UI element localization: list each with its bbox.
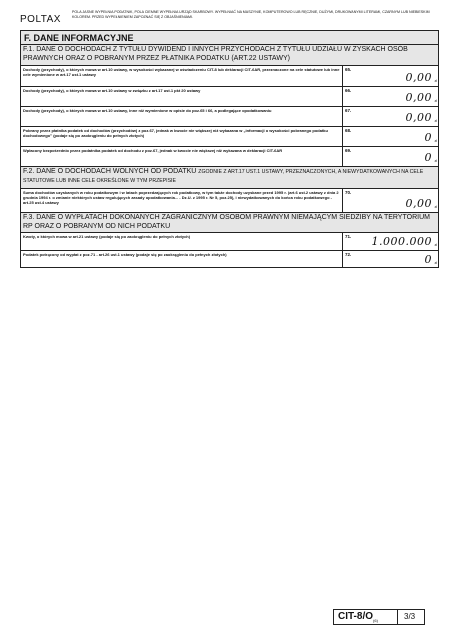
form-section-f — [20, 30, 439, 268]
row-unit: zł — [434, 139, 437, 143]
form-row-68[interactable] — [21, 127, 438, 147]
row-number: 70. — [345, 190, 352, 195]
row-number: 69. — [345, 148, 352, 153]
subsection-f2-note: ZGODNIE Z ART.17 UST.1 USTAWY, PRZEZNACZONYCH, A NIEWYDATKOWANYCH NA CELE STATUTOWE LUB INNE CELE OKREŚLONE W TYM PRZEPISIE — [23, 169, 424, 184]
row-unit: zł — [434, 261, 437, 265]
row-number: 68. — [345, 128, 352, 133]
form-code — [334, 610, 398, 624]
row-description: Suma dochodów uzyskanych w roku podatkowym i w latach poprzedzających rok podatkowy, w tym także dochody uzyskane przed 1995 r. (art.6 ust.2 ustawy z dnia 2 grudnia 1994 r. o zmianie niektórych ustaw regulujących zasady opodatkowania... - Dz.U. z 1995 r. Nr 5, poz.25), i niewydatkowanych do końca roku podatkowego - art.25 ust.4 ustawy — [21, 189, 343, 212]
form-row-67[interactable] — [21, 107, 438, 127]
row-value[interactable]: 0,00 — [405, 91, 432, 104]
row-description: Dochody (przychody), o których mowa w art.10 ustawy, w wysokości wykazanej w oświadczeniu CIT-8 lub deklaracji CIT-6AR, przeznaczone na cele statutowe lub inne cele wymienione w art.17 ust.1 ustawy — [21, 66, 343, 86]
row-value[interactable]: 0 — [424, 131, 432, 144]
form-row-70[interactable] — [21, 189, 438, 213]
row-value[interactable]: 1.000.000 — [371, 235, 432, 248]
row-number: 67. — [345, 108, 352, 113]
row-unit: zł — [434, 99, 437, 103]
instructions-note: POLA JASNE WYPEŁNIA PODATNIK, POLA CIEMNE WYPEŁNIA URZĄD SKARBOWY. WYPEŁNIAĆ NA MASZYNIE, KOMPUTEROWO LUB RĘCZNIE, DUŻYMI, DRUKOWANYMI LITERAMI, CZARNYM LUB NIEBIESKIM KOLOREM. PRZED WYPEŁNIENIEM ZAPOZNAĆ SIĘ Z OBJAŚNIENIAMI. — [72, 10, 430, 19]
row-number: 72. — [345, 252, 352, 257]
form-row-72[interactable] — [21, 251, 438, 268]
row-value[interactable]: 0 — [424, 151, 432, 164]
row-value[interactable]: 0,00 — [405, 197, 432, 210]
subsection-f2-title: F.2. DANE O DOCHODACH WOLNYCH OD PODATKU — [23, 168, 197, 175]
row-unit: zł — [434, 159, 437, 163]
section-title: F. DANE INFORMACYJNE — [21, 31, 438, 45]
row-description: Wpłacony bezpośrednio przez podatnika podatek od dochodu z poz.67, jednak w kwocie nie większej niż wykazana w deklaracji CIT-6AR — [21, 147, 343, 166]
page-header — [10, 8, 445, 30]
row-unit: zł — [434, 205, 437, 209]
row-unit: zł — [434, 79, 437, 83]
page-number: 3/3 — [404, 612, 416, 621]
form-code-version: (6) — [373, 618, 378, 623]
row-description: Kwoty, o których mowa w art.21 ustawy (podaje się po zaokrągleniu do pełnych złotych) — [21, 233, 343, 250]
row-description: Dochody (przychody), o których mowa w art.10 ustawy, inne niż wymienione w opisie do poz.65 i 66, a podlegające opodatkowaniu — [21, 107, 343, 126]
row-description: Podatek potrącony od wypłat z poz.71 - art.26 ust.1 ustawy (podaje się po zaokrągleniu do pełnych złotych) — [21, 251, 343, 268]
row-number: 66. — [345, 88, 352, 93]
form-row-65[interactable] — [21, 66, 438, 87]
form-row-66[interactable] — [21, 87, 438, 107]
row-unit: zł — [434, 243, 437, 247]
row-unit: zł — [434, 119, 437, 123]
subsection-f3-header: F.3. DANE O WYPŁATACH DOKONANYCH ZAGRANICZNYM OSOBOM PRAWNYM NIEMAJĄCYM SIEDZIBY NA TERYTORIUM RP ORAZ O POBRANYM OD NICH PODATKU — [21, 213, 438, 233]
row-description: Dochody (przychody), o których mowa w art.10 ustawy w związku z art.17 ust.1 pkt 20 ustawy — [21, 87, 343, 106]
row-description: Pobrany przez płatnika podatek od dochodów (przychodów) z poz.67, jednak w kwocie nie większej niż wykazana w „informacji o wysokości pobranego podatku dochodowego” (podaje się po zaokrągleniu do pełnych złotych) — [21, 127, 343, 146]
form-code-label: CIT-8/O — [338, 611, 374, 622]
form-row-71[interactable] — [21, 233, 438, 251]
row-number: 65. — [345, 67, 352, 72]
subsection-f1-header: F.1. DANE O DOCHODACH Z TYTUŁU DYWIDEND I INNYCH PRZYCHODACH Z TYTUŁU UDZIAŁU W ZYSKACH OSÓB PRAWNYCH ORAZ O POBRANYM PRZEZ PŁATNIKA PODATKU (ART.22 USTAWY) — [21, 45, 438, 66]
row-value[interactable]: 0,00 — [405, 71, 432, 84]
brand-label: POLTAX — [20, 14, 61, 25]
form-footer — [333, 609, 425, 625]
subsection-f2-header — [21, 167, 438, 189]
row-number: 71. — [345, 234, 352, 239]
form-row-69[interactable] — [21, 147, 438, 167]
row-value[interactable]: 0,00 — [405, 111, 432, 124]
row-value[interactable]: 0 — [424, 253, 432, 266]
